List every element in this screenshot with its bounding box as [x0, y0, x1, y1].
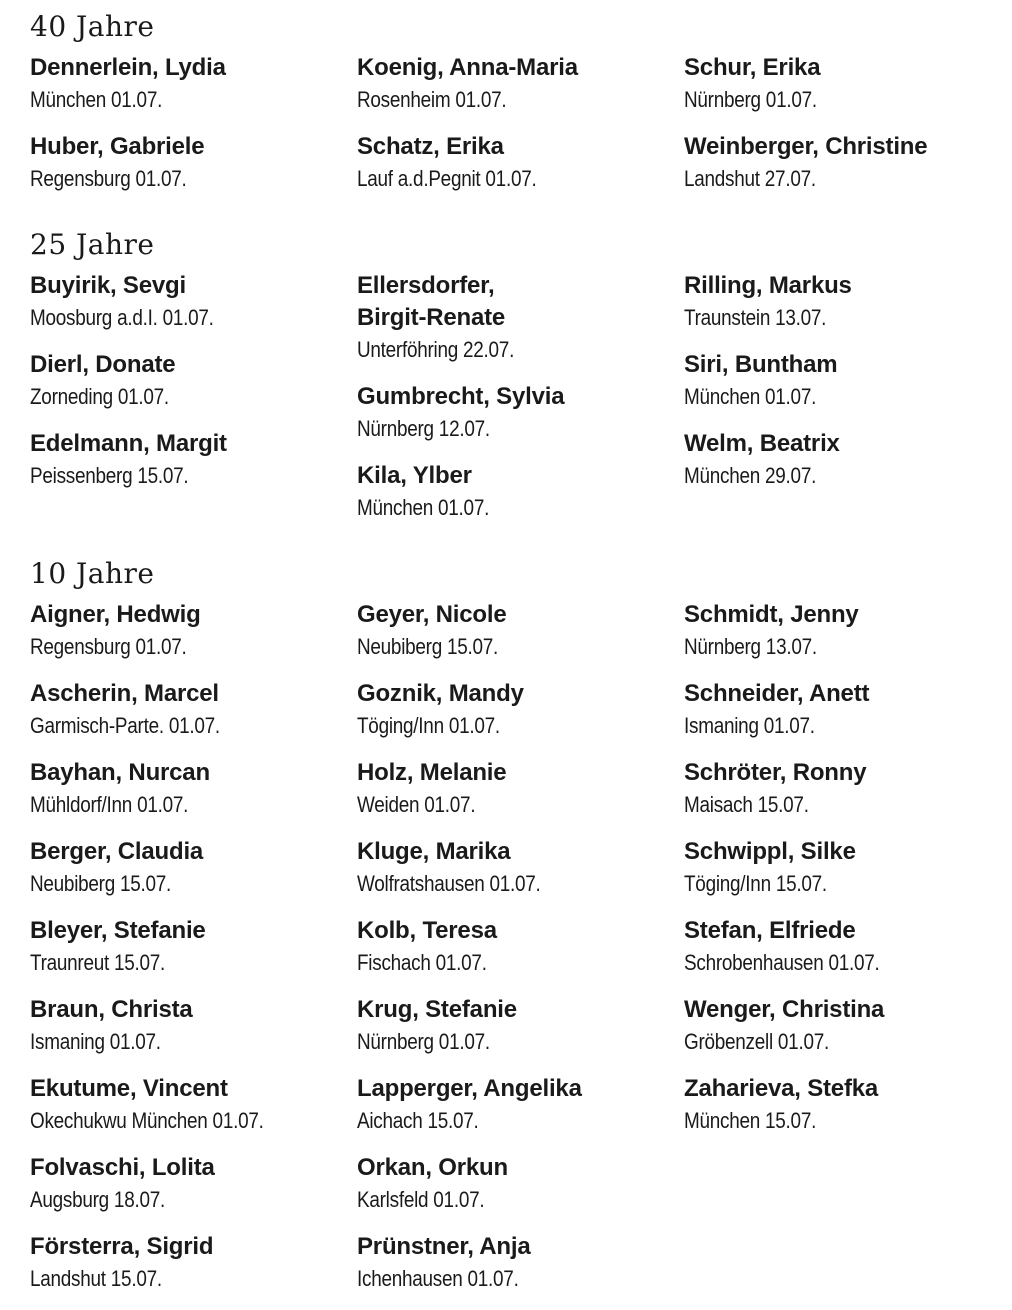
person-name: Braun, Christa [30, 996, 193, 1023]
person-name: Schwippl, Silke [684, 838, 856, 865]
person-name: Edelmann, Margit [30, 430, 227, 457]
list-item [684, 994, 1011, 1058]
person-place-date: Neubiberg 15.07. [30, 871, 172, 896]
column-3 [684, 52, 1011, 210]
list-item [357, 1152, 684, 1216]
person-place-date: Wolfratshausen 01.07. [357, 871, 541, 896]
person-name: Dierl, Donate [30, 351, 176, 378]
list-item [357, 757, 684, 821]
person-name: Schmidt, Jenny [684, 601, 859, 628]
person-name: Dennerlein, Lydia [30, 54, 226, 81]
list-item [357, 52, 684, 116]
person-name: Ekutume, Vincent [30, 1075, 228, 1102]
list-item [357, 1073, 684, 1137]
list-item [357, 678, 684, 742]
person-place-date: Mühldorf/Inn 01.07. [30, 792, 189, 817]
person-place-date: Landshut 27.07. [684, 166, 816, 191]
person-place-date: Ichenhausen 01.07. [357, 1266, 519, 1291]
person-name: Prünstner, Anja [357, 1233, 531, 1260]
person-name: Folvaschi, Lolita [30, 1154, 215, 1181]
person-place-date: Traunstein 13.07. [684, 305, 827, 330]
person-name: Buyirik, Sevgi [30, 272, 186, 299]
column-1 [30, 270, 357, 539]
person-place-date: München 15.07. [684, 1108, 817, 1133]
list-item [684, 836, 1011, 900]
person-name: Krug, Stefanie [357, 996, 517, 1023]
person-name: Schneider, Anett [684, 680, 870, 707]
list-item [30, 428, 357, 492]
person-place-date: Nürnberg 12.07. [357, 416, 490, 441]
section-heading: 40 Jahre [30, 10, 155, 43]
person-name: Stefan, Elfriede [684, 917, 856, 944]
list-item [357, 994, 684, 1058]
list-item [684, 52, 1011, 116]
column-2 [357, 52, 684, 210]
columns [30, 270, 990, 539]
person-name: Bayhan, Nurcan [30, 759, 210, 786]
list-item [30, 757, 357, 821]
column-2 [357, 270, 684, 539]
person-place-date: Landshut 15.07. [30, 1266, 162, 1291]
column-1 [30, 52, 357, 210]
person-place-date: Lauf a.d.Pegnit 01.07. [357, 166, 537, 191]
list-item [357, 915, 684, 979]
list-item [357, 836, 684, 900]
person-name: Kluge, Marika [357, 838, 511, 865]
list-item [30, 131, 357, 195]
person-place-date: Karlsfeld 01.07. [357, 1187, 485, 1212]
person-name: Welm, Beatrix [684, 430, 840, 457]
person-name: Försterra, Sigrid [30, 1233, 214, 1260]
person-name-continued: Birgit-Renate [357, 304, 506, 331]
person-name: Kolb, Teresa [357, 917, 497, 944]
person-name: Goznik, Mandy [357, 680, 524, 707]
person-place-date: Okechukwu München 01.07. [30, 1108, 264, 1133]
list-item [30, 1152, 357, 1216]
person-place-date: Ismaning 01.07. [684, 713, 815, 738]
person-place-date: München 01.07. [684, 384, 817, 409]
column-2 [357, 599, 684, 1310]
person-place-date: Garmisch-Parte. 01.07. [30, 713, 220, 738]
person-place-date: Unterföhring 22.07. [357, 337, 515, 362]
person-place-date: Moosburg a.d.I. 01.07. [30, 305, 214, 330]
person-place-date: Töging/Inn 15.07. [684, 871, 827, 896]
section-heading: 25 Jahre [30, 228, 155, 261]
person-place-date: München 01.07. [30, 87, 163, 112]
person-name: Koenig, Anna-Maria [357, 54, 578, 81]
list-item [357, 460, 684, 524]
person-place-date: Schrobenhausen 01.07. [684, 950, 880, 975]
list-item [357, 270, 684, 366]
person-place-date: Nürnberg 01.07. [357, 1029, 490, 1054]
person-place-date: München 01.07. [357, 495, 490, 520]
person-name: Bleyer, Stefanie [30, 917, 206, 944]
section-40-jahre [30, 12, 990, 210]
person-name: Wenger, Christina [684, 996, 885, 1023]
person-name: Holz, Melanie [357, 759, 507, 786]
section-heading: 10 Jahre [30, 557, 155, 590]
person-place-date: München 29.07. [684, 463, 817, 488]
list-item [30, 836, 357, 900]
person-name: Kila, Ylber [357, 462, 472, 489]
list-item [30, 994, 357, 1058]
person-place-date: Nürnberg 13.07. [684, 634, 817, 659]
list-item [30, 1231, 357, 1295]
list-item [684, 757, 1011, 821]
list-item [30, 349, 357, 413]
person-name: Siri, Buntham [684, 351, 838, 378]
list-item [357, 599, 684, 663]
person-place-date: Zorneding 01.07. [30, 384, 169, 409]
person-place-date: Weiden 01.07. [357, 792, 476, 817]
person-name: Gumbrecht, Sylvia [357, 383, 565, 410]
person-name: Schur, Erika [684, 54, 821, 81]
person-name: Rilling, Markus [684, 272, 852, 299]
person-name: Ascherin, Marcel [30, 680, 219, 707]
list-item [684, 131, 1011, 195]
list-item [30, 915, 357, 979]
person-place-date: Aichach 15.07. [357, 1108, 479, 1133]
column-3 [684, 599, 1011, 1310]
person-place-date: Regensburg 01.07. [30, 166, 187, 191]
list-item [684, 678, 1011, 742]
list-item [684, 1073, 1011, 1137]
person-place-date: Regensburg 01.07. [30, 634, 187, 659]
person-name: Ellersdorfer, [357, 272, 495, 299]
list-item [357, 131, 684, 195]
list-item [357, 1231, 684, 1295]
person-name: Zaharieva, Stefka [684, 1075, 879, 1102]
person-place-date: Maisach 15.07. [684, 792, 809, 817]
person-name: Huber, Gabriele [30, 133, 205, 160]
list-item [684, 349, 1011, 413]
person-place-date: Traunreut 15.07. [30, 950, 166, 975]
list-item [684, 428, 1011, 492]
person-place-date: Nürnberg 01.07. [684, 87, 817, 112]
columns [30, 52, 990, 210]
list-item [30, 52, 357, 116]
person-place-date: Gröbenzell 01.07. [684, 1029, 829, 1054]
person-place-date: Fischach 01.07. [357, 950, 487, 975]
person-place-date: Neubiberg 15.07. [357, 634, 499, 659]
list-item [30, 1073, 357, 1137]
list-item [684, 599, 1011, 663]
section-10-jahre [30, 559, 990, 1310]
person-name: Geyer, Nicole [357, 601, 507, 628]
list-item [30, 270, 357, 334]
person-place-date: Augsburg 18.07. [30, 1187, 165, 1212]
person-name: Schröter, Ronny [684, 759, 867, 786]
person-name: Lapperger, Angelika [357, 1075, 582, 1102]
person-name: Berger, Claudia [30, 838, 204, 865]
list-item [684, 270, 1011, 334]
person-name: Schatz, Erika [357, 133, 504, 160]
column-3 [684, 270, 1011, 539]
columns [30, 599, 990, 1310]
person-place-date: Ismaning 01.07. [30, 1029, 161, 1054]
person-name: Orkan, Orkun [357, 1154, 508, 1181]
person-name: Aigner, Hedwig [30, 601, 201, 628]
section-25-jahre [30, 230, 990, 539]
list-item [357, 381, 684, 445]
list-item [684, 915, 1011, 979]
list-item [30, 599, 357, 663]
person-place-date: Töging/Inn 01.07. [357, 713, 500, 738]
person-name: Weinberger, Christine [684, 133, 928, 160]
person-place-date: Peissenberg 15.07. [30, 463, 189, 488]
list-item [30, 678, 357, 742]
person-place-date: Rosenheim 01.07. [357, 87, 507, 112]
column-1 [30, 599, 357, 1310]
